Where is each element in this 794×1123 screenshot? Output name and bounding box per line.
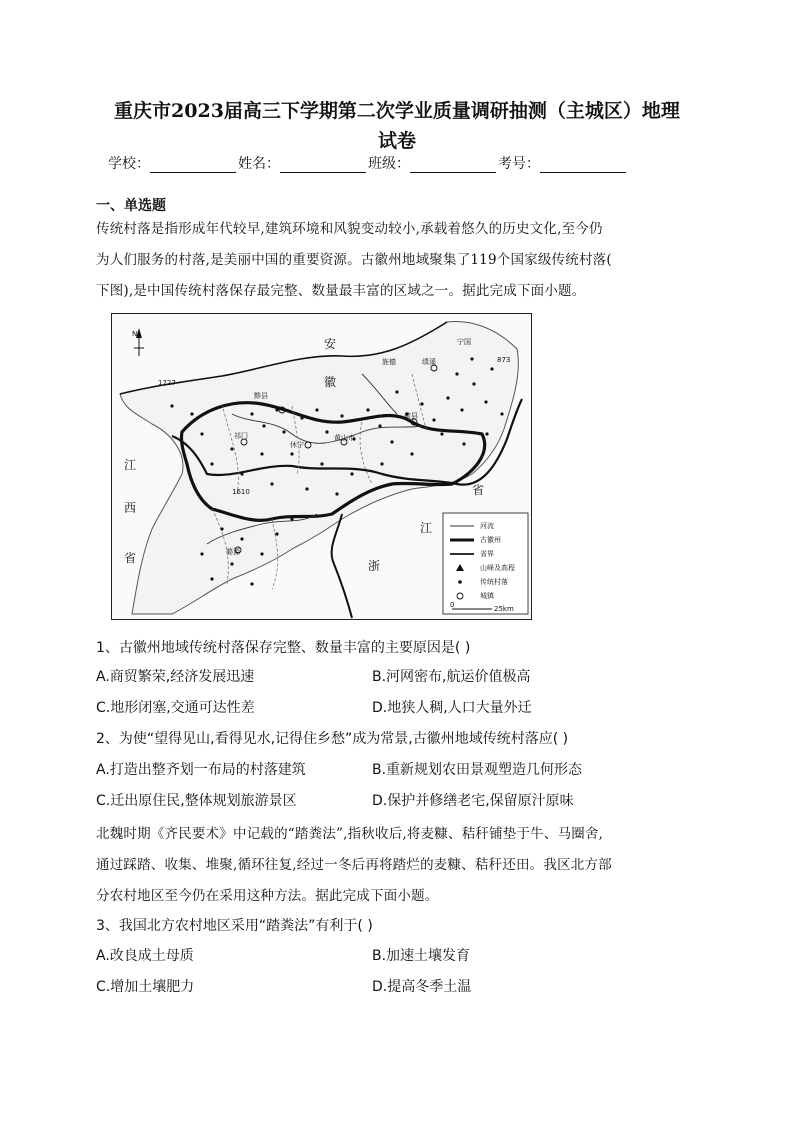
exam-no-blank[interactable] — [540, 156, 626, 173]
place-label: 婺源 — [226, 548, 240, 556]
exam-title — [60, 96, 734, 156]
q2-option-b[interactable]: B.重新规划农田景观塑造几何形态 — [372, 762, 583, 778]
place-label: 旌德 — [382, 358, 396, 366]
exam-title-line2: 试卷 — [377, 130, 416, 152]
place-label: 1610 — [232, 488, 250, 496]
place-label: 宁国 — [457, 338, 471, 346]
class-blank[interactable] — [410, 156, 496, 173]
place-label: 1727 — [158, 379, 176, 387]
place-label: 黄山市 — [334, 434, 355, 442]
q3-option-d[interactable]: D.提高冬季土温 — [372, 979, 472, 995]
school-label: 学校： — [108, 156, 150, 172]
q1-option-c[interactable]: C.地形闭塞,交通可达性差 — [96, 700, 255, 716]
question-1-stem: 1、古徽州地域传统村落保存完整、数量丰富的主要原因是( ) — [96, 640, 471, 656]
legend-city: 城镇 — [480, 592, 494, 600]
student-info-row — [108, 153, 708, 173]
map-legend — [443, 513, 528, 614]
place-label: 黟县 — [254, 392, 268, 400]
question-3-stem: 3、我国北方农村地区采用“踏粪法”有利于( ) — [96, 918, 373, 934]
huizhou-map-figure — [111, 313, 532, 620]
scale-distance: 25km — [494, 605, 514, 613]
legend-river: 河流 — [480, 522, 494, 530]
place-label: 歙县 — [404, 412, 418, 420]
passage-1-line: 下图),是中国传统村落保存最完整、数量最丰富的区域之一。据此完成下面小题。 — [96, 283, 586, 299]
legend-villages: 传统村落 — [480, 578, 508, 586]
region-label-jiang-west: 江 — [124, 458, 137, 472]
q3-option-b[interactable]: B.加速土壤发育 — [372, 948, 471, 964]
region-label-an: 安 — [324, 337, 337, 351]
q2-option-a[interactable]: A.打造出整齐划一布局的村落建筑 — [96, 762, 306, 778]
name-blank[interactable] — [280, 156, 366, 173]
scale-zero: 0 — [450, 601, 455, 609]
q1-option-d[interactable]: D.地狭人稠,人口大量外迁 — [372, 700, 532, 716]
north-label: N — [132, 330, 138, 338]
passage-2-line: 分农村地区至今仍在采用这种方法。据此完成下面小题。 — [96, 888, 439, 904]
place-label: 祁门 — [234, 432, 248, 440]
region-label-jiang-south: 江 — [420, 521, 433, 535]
legend-province-boundary: 省界 — [480, 550, 494, 558]
q2-option-c[interactable]: C.迁出原住民,整体规划旅游景区 — [96, 793, 297, 809]
class-label: 班级： — [368, 156, 410, 172]
region-label-sheng-right: 省 — [472, 483, 485, 497]
huizhou-map — [112, 314, 531, 619]
passage-2-line: 通过踩踏、收集、堆聚,循环往复,经过一冬后再将踏烂的麦糠、秸秆还田。我区北方部 — [96, 857, 612, 873]
north-arrow-icon — [132, 328, 144, 356]
province-boundary — [332, 514, 352, 618]
passage-2 — [96, 819, 702, 912]
legend-elevation: 山峰及高程 — [480, 564, 515, 572]
region-label-hui: 徽 — [324, 375, 337, 389]
passage-1 — [96, 214, 702, 307]
passage-1-line: 传统村落是指形成年代较早,建筑环境和风貌变动较小,承载着悠久的历史文化,至今仍 — [96, 221, 603, 237]
place-label: 绩溪 — [422, 358, 436, 366]
passage-1-line: 为人们服务的村落,是美丽中国的重要资源。古徽州地域聚集了119个国家级传统村落( — [96, 252, 612, 268]
exam-no-label: 考号： — [498, 156, 540, 172]
passage-2-line: 北魏时期《齐民要术》中记载的“踏粪法”,指秋收后,将麦糠、秸秆铺垫于牛、马圈舍, — [96, 826, 604, 842]
place-label: 休宁 — [290, 441, 304, 449]
legend-old-huizhou: 古徽州 — [480, 536, 501, 544]
name-label: 姓名： — [238, 156, 280, 172]
q1-option-a[interactable]: A.商贸繁荣,经济发展迅速 — [96, 669, 255, 685]
q3-option-a[interactable]: A.改良成土母质 — [96, 948, 194, 964]
question-2-stem: 2、为使“望得见山,看得见水,记得住乡愁”成为常景,古徽州地域传统村落应( ) — [96, 731, 569, 747]
q2-option-d[interactable]: D.保护并修缮老宅,保留原汁原味 — [372, 793, 574, 809]
region-label-sheng-left: 省 — [124, 551, 137, 565]
region-label-xi: 西 — [124, 501, 137, 515]
place-label: 873 — [497, 356, 511, 364]
q3-option-c[interactable]: C.增加土壤肥力 — [96, 979, 195, 995]
q1-option-b[interactable]: B.河网密布,航运价值极高 — [372, 669, 531, 685]
section-heading: 一、单选题 — [96, 198, 166, 214]
region-label-zhe: 浙 — [368, 559, 381, 573]
exam-title-line1: 重庆市2023届高三下学期第二次学业质量调研抽测（主城区）地理 — [114, 100, 680, 122]
school-blank[interactable] — [150, 156, 236, 173]
village-icon — [458, 580, 462, 584]
